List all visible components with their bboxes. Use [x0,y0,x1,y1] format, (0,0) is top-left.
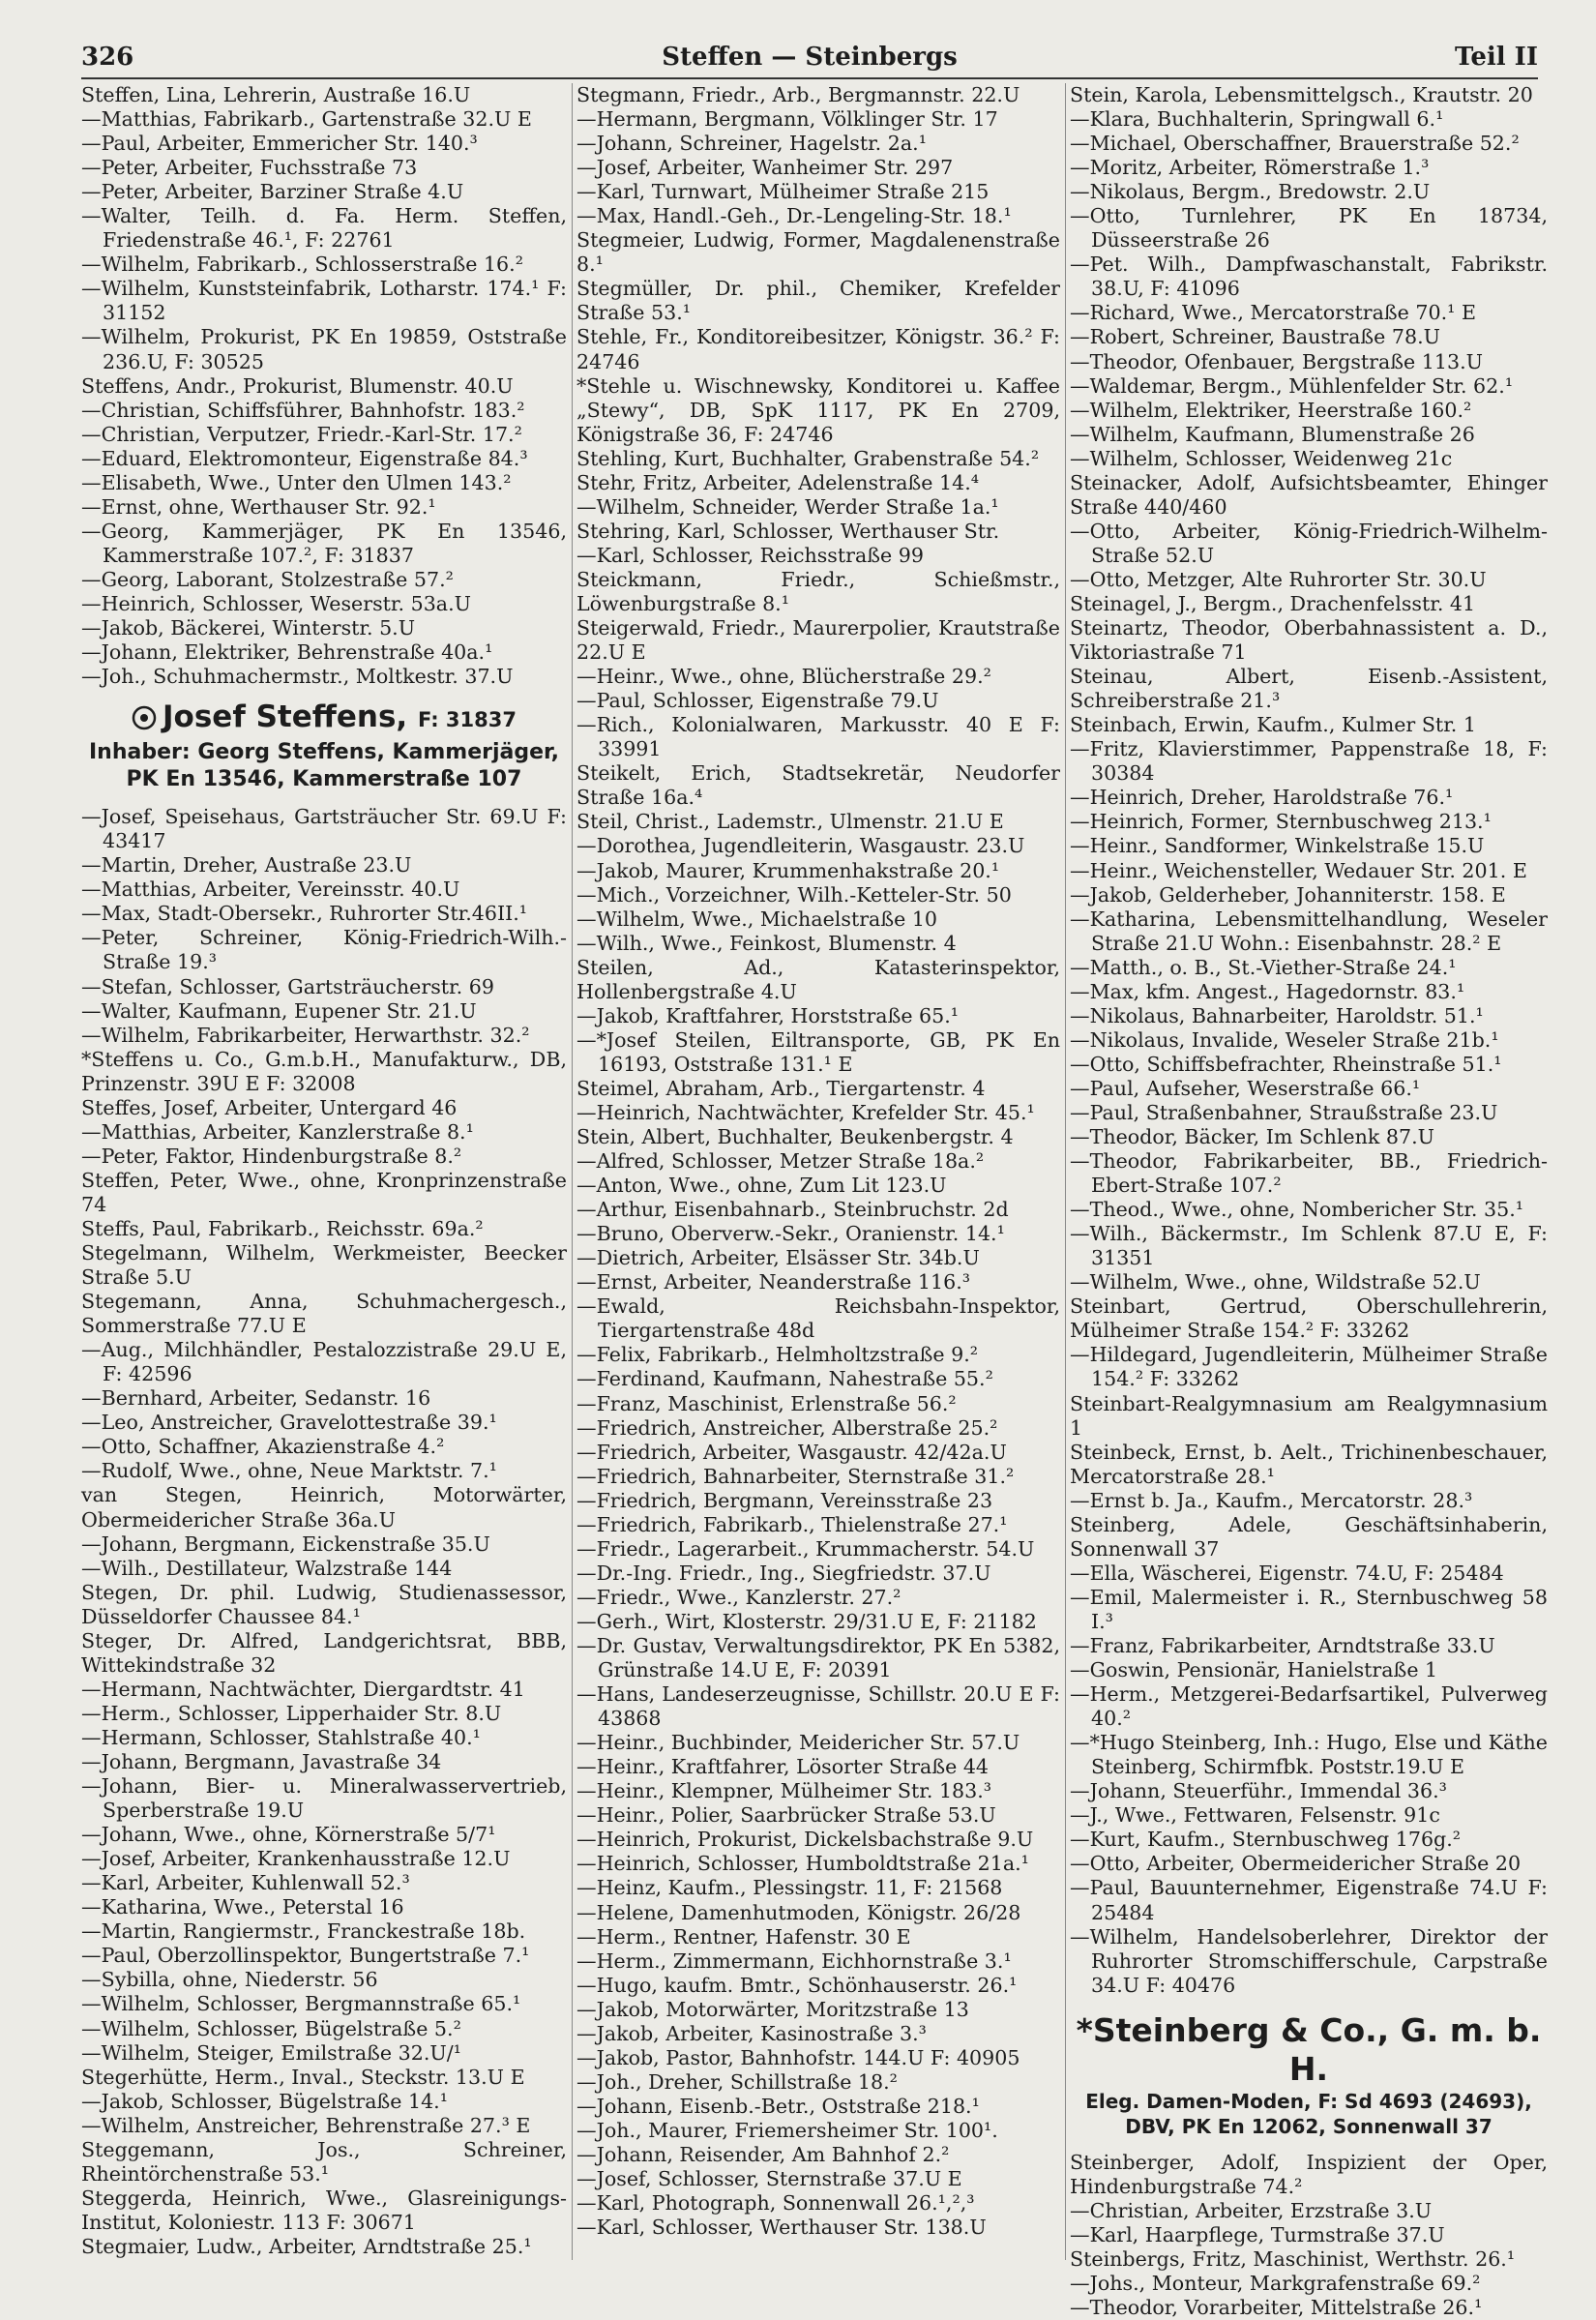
company-logo-icon [132,702,157,739]
directory-entry: —Hermann, Bergmann, Völklinger Str. 17 [576,107,998,132]
directory-entry: —Wilhelm, Schneider, Werder Straße 1a.¹ [576,494,999,519]
directory-entry: —Heinr., Sandformer, Winkelstraße 15.U [1070,834,1485,858]
directory-entry: Stehling, Kurt, Buchhalter, Grabenstraße 54.² [576,446,1040,470]
entries [1070,2151,1548,2320]
directory-entry: —Josef, Arbeiter, Krankenhausstraße 12.U [81,1847,511,1871]
advertisement-steinberg [1070,1998,1548,2151]
directory-entry: —Aug., Milchhändler, Pestalozzistraße 29.U E, F: 42596 [81,1338,567,1386]
header-rule [81,77,1538,79]
directory-entry: —Arthur, Eisenbahnarb., Steinbruchstr. 2d [576,1198,1009,1222]
directory-entry: Steinbart-Realgymnasium am Realgymnasium 1 [1070,1391,1548,1440]
directory-entry: —Ewald, Reichsbahn-Inspektor, Tiergartenstraße 48d [576,1294,1060,1343]
directory-entry: —Jakob, Arbeiter, Kasinostraße 3.³ [576,2021,927,2045]
directory-entry: —Christian, Schiffsführer, Bahnhofstr. 183.² [81,398,525,422]
directory-entry: —Joh., Schuhmachermstr., Moltkestr. 37.U [81,665,514,689]
directory-entry: Steinberger, Adolf, Inspizient der Oper, Hindenburgstraße 74.² [1070,2150,1548,2198]
directory-entry: —Herm., Zimmermann, Eichhornstraße 3.¹ [576,1948,1012,1973]
directory-entry: —Josef, Schlosser, Sternstraße 37.U E [576,2167,962,2191]
directory-entry: —*Hugo Steinberg, Inh.: Hugo, Else und Käthe Steinberg, Schirmfbk. Poststr.19.U E [1070,1731,1548,1779]
directory-entry: —Heinr., Buchbinder, Meidericher Str. 57.U [576,1731,1020,1755]
directory-entry: Steinbart, Gertrud, Oberschullehrerin, Mülheimer Straße 154.² F: 33262 [1070,1294,1548,1343]
directory-entry: Stegemann, Anna, Schuhmachergesch., Sommerstraße 77.U E [81,1290,567,1338]
directory-entry: —Franz, Fabrikarbeiter, Arndtstraße 33.U [1070,1634,1495,1657]
directory-entry: —Herm., Metzgerei-Bedarfsartikel, Pulverweg 40.² [1070,1682,1548,1731]
directory-entry: —Peter, Arbeiter, Fuchsstraße 73 [81,156,418,180]
directory-entry: —Goswin, Pensionär, Hanielstraße 1 [1070,1658,1438,1682]
directory-entry: —Waldemar, Bergm., Mühlenfelder Str. 62.¹ [1070,373,1514,398]
directory-entry: —Theod., Wwe., ohne, Nombericher Str. 35.¹ [1070,1198,1524,1222]
directory-entry: —Wilhelm, Fabrikarbeiter, Herwarthstr. 32.² [81,1023,530,1047]
directory-entry: —Wilhelm, Schlosser, Bügelstraße 5.² [81,2016,461,2040]
directory-entry: —Wilhelm, Wwe., ohne, Wildstraße 52.U [1070,1270,1481,1294]
directory-entry: —Heinz, Kaufm., Plessingstr. 11, F: 21568 [576,1876,1003,1900]
directory-entry: —Elisabeth, Wwe., Unter den Ulmen 143.² [81,470,512,494]
directory-entry: Stehring, Karl, Schlosser, Werthauser Str. [576,519,1000,543]
directory-entry: —Heinrich, Schlosser, Humboldtstraße 21a.¹ [576,1852,1029,1876]
entries [81,805,567,2259]
directory-entry: Steimel, Abraham, Arb., Tiergartenstr. 4 [576,1076,986,1100]
directory-entry: —Jakob, Maurer, Krummenhakstraße 20.¹ [576,858,1000,882]
directory-entry: —Joh., Maurer, Friemersheimer Str. 100¹. [576,2118,998,2142]
directory-entry: —Friedrich, Arbeiter, Wasgaustr. 42/42a.U [576,1440,1007,1464]
directory-entry: —Theodor, Bäcker, Im Schlenk 87.U [1070,1125,1435,1149]
running-title: Steffen — Steinbergs [662,43,958,72]
directory-entry: —Dietrich, Arbeiter, Elsässer Str. 34b.U [576,1246,980,1270]
directory-entry: Steffs, Paul, Fabrikarb., Reichsstr. 69a.² [81,1216,484,1240]
directory-entry: —Wilhelm, Schlosser, Bergmannstraße 65.¹ [81,1992,521,2016]
directory-entry: —Theodor, Ofenbauer, Bergstraße 113.U [1070,349,1483,373]
directory-entry: —Fritz, Klavierstimmer, Pappenstraße 18, F: 30384 [1070,737,1548,786]
directory-entry: —Otto, Schiffsbefrachter, Rheinstraße 51.¹ [1070,1052,1502,1076]
directory-entry: —Ernst, Arbeiter, Neanderstraße 116.³ [576,1270,971,1294]
ad-company-name: Josef Steffens, [163,699,408,735]
directory-entry: —Ella, Wäscherei, Eigenstr. 74.U, F: 25484 [1070,1561,1504,1585]
directory-entry: —Gerh., Wirt, Klosterstr. 29/31.U E, F: 21182 [576,1609,1037,1633]
directory-entry: *Stehle u. Wischnewsky, Konditorei u. Kaffee „Stewy“, DB, SpK 1117, PK En 2709, Königstraße 36, F: 24746 [576,373,1060,446]
directory-entry: Steilen, Ad., Katasterinspektor, Hollenbergstraße 4.U [576,955,1060,1003]
directory-entry: —Wilhelm, Kunststeinfabrik, Lotharstr. 174.¹ F: 31152 [81,277,567,325]
directory-entry: —Nikolaus, Bahnarbeiter, Haroldstr. 51.¹ [1070,1003,1484,1027]
directory-entry: —Joh., Dreher, Schillstraße 18.² [576,2069,898,2094]
directory-entry: —Matthias, Fabrikarb., Gartenstraße 32.U E [81,107,532,132]
directory-entry: —Stefan, Schlosser, Gartsträucherstr. 69 [81,974,494,998]
directory-entry: Steinbergs, Fritz, Maschinist, Werthstr. 26.¹ [1070,2246,1516,2271]
directory-entry: —Heinrich, Former, Sternbuschweg 213.¹ [1070,810,1492,834]
directory-entry: —Alfred, Schlosser, Metzer Straße 18a.² [576,1149,985,1174]
entries [576,83,1060,2240]
directory-entry: —Jakob, Kraftfahrer, Horststraße 65.¹ [576,1003,960,1027]
directory-entry: —Sybilla, ohne, Niederstr. 56 [81,1968,378,1992]
directory-entry: —Christian, Verputzer, Friedr.-Karl-Str. 17.² [81,422,522,446]
column-divider [1065,83,1066,2260]
directory-entry: Stegmaier, Ludw., Arbeiter, Arndtstraße 25.¹ [81,2234,532,2258]
directory-entry: Stegelmann, Wilhelm, Werkmeister, Beecker Straße 5.U [81,1241,567,1290]
directory-entry: —Ernst b. Ja., Kaufm., Mercatorstr. 28.³ [1070,1488,1473,1512]
directory-entry: —Hildegard, Jugendleiterin, Mülheimer Straße 154.² F: 33262 [1070,1343,1548,1391]
directory-entry: —Karl, Turnwart, Mülheimer Straße 215 [576,180,990,204]
directory-entry: —Heinr., Polier, Saarbrücker Straße 53.U [576,1803,996,1828]
directory-entry: Stehle, Fr., Konditoreibesitzer, Königstr. 36.² F: 24746 [576,325,1060,373]
directory-entry: —Max, Stadt-Obersekr., Ruhrorter Str.46II.¹ [81,902,528,926]
directory-entry: —Otto, Schaffner, Akazienstraße 4.² [81,1435,445,1459]
part-label: Teil II [1454,43,1538,72]
directory-entry: —Paul, Oberzollinspektor, Bungertstraße 7.¹ [81,1944,530,1968]
directory-entry: Steikelt, Erich, Stadtsekretär, Neudorfer Straße 16a.⁴ [576,761,1060,810]
directory-entry: —Michael, Oberschaffner, Brauerstraße 52.² [1070,132,1520,156]
directory-entry: —Herm., Rentner, Hafenstr. 30 E [576,1924,911,1948]
directory-entry: —Mich., Vorzeichner, Wilh.-Ketteler-Str. 50 [576,882,1012,907]
directory-entry: —Paul, Schlosser, Eigenstraße 79.U [576,689,939,713]
page-header [81,43,1538,81]
directory-entry: Stein, Karola, Lebensmittelgsch., Krautstr. 20 [1070,83,1533,106]
directory-entry: Steil, Christ., Lademstr., Ulmenstr. 21.U E [576,810,1004,834]
directory-entry: Steickmann, Friedr., Schießmstr., Löwenburgstraße 8.¹ [576,567,1060,615]
directory-entry: Stegmann, Friedr., Arb., Bergmannstr. 22.U [576,83,1020,106]
directory-entry: Steger, Dr. Alfred, Landgerichtsrat, BBB, Wittekindstraße 32 [81,1628,567,1677]
entries [1070,83,1548,1998]
directory-entry: —Anton, Wwe., ohne, Zum Lit 123.U [576,1174,947,1198]
directory-entry: —Wilhelm, Steiger, Emilstraße 32.U/¹ [81,2040,461,2065]
directory-entry: Stehr, Fritz, Arbeiter, Adelenstraße 14.⁴ [576,470,979,494]
directory-entry: —Johann, Eisenb.-Betr., Oststraße 218.¹ [576,2094,980,2118]
directory-entry: —Friedr., Lagerarbeit., Krummacherstr. 54.U [576,1536,1035,1561]
directory-entry: —Matthias, Arbeiter, Kanzlerstraße 8.¹ [81,1119,474,1144]
directory-entry: —Hermann, Schlosser, Stahlstraße 40.¹ [81,1725,481,1749]
directory-entry: —Friedr., Wwe., Kanzlerstr. 27.² [576,1585,901,1609]
directory-entry: —Matth., o. B., St.-Viether-Straße 24.¹ [1070,955,1457,979]
directory-entry: —Heinrich, Prokurist, Dickelsbachstraße 9.U [576,1828,1034,1852]
directory-entry: —Johann, Steuerführ., Immendal 36.³ [1070,1779,1447,1803]
directory-entry: —Nikolaus, Invalide, Weseler Straße 21b.¹ [1070,1027,1499,1052]
directory-entry: —Dr.-Ing. Friedr., Ing., Siegfriedstr. 37.U [576,1561,991,1585]
directory-entry: —Josef, Speisehaus, Gartsträucher Str. 69.U F: 43417 [81,805,567,853]
directory-entry: Steinacker, Adolf, Aufsichtsbeamter, Ehinger Straße 440/460 [1070,470,1548,519]
directory-entry: —Jakob, Bäckerei, Winterstr. 5.U [81,616,416,640]
directory-entry: —Karl, Schlosser, Werthauser Str. 138.U [576,2216,987,2240]
directory-entry: —Karl, Arbeiter, Kuhlenwall 52.³ [81,1871,410,1895]
advertisement-steffens [81,689,567,805]
directory-entry: —Hermann, Nachtwächter, Diergardtstr. 41 [81,1677,525,1701]
directory-entry: —Martin, Rangiermstr., Franckestraße 18b. [81,1919,526,1944]
column-3 [1070,83,1548,2319]
directory-entry: —Wilhelm, Anstreicher, Behrenstraße 27.³ E [81,2113,531,2137]
directory-entry: —Otto, Arbeiter, Obermeidericher Straße 20 [1070,1852,1522,1876]
directory-entry: —Karl, Schlosser, Reichsstraße 99 [576,543,924,567]
directory-entry: —Wilh., Destillateur, Walzstraße 144 [81,1556,453,1580]
directory-entry: —Heinr., Wwe., ohne, Blücherstraße 29.² [576,665,991,689]
directory-entry: —Helene, Damenhutmoden, Königstr. 26/28 [576,1900,1021,1924]
directory-entry: —Wilhelm, Elektriker, Heerstraße 160.² [1070,398,1472,422]
directory-entry: —Wilhelm, Wwe., Michaelstraße 10 [576,907,938,931]
directory-entry: Stein, Albert, Buchhalter, Beukenbergstr. 4 [576,1125,1014,1149]
directory-entry: —J., Wwe., Fettwaren, Felsenstr. 91c [1070,1803,1440,1828]
directory-entry: —Wilhelm, Fabrikarb., Schlosserstraße 16.² [81,253,523,277]
directory-entry: —Jakob, Motorwärter, Moritzstraße 13 [576,1997,969,2021]
entries [81,83,567,689]
directory-entry: —Bernhard, Arbeiter, Sedanstr. 16 [81,1386,431,1411]
directory-entry: —Friedrich, Bahnarbeiter, Sternstraße 31.² [576,1464,1015,1488]
directory-entry: —Heinrich, Nachtwächter, Krefelder Str. 45.¹ [576,1100,1035,1124]
directory-entry: —Eduard, Elektromonteur, Eigenstraße 84.³ [81,446,528,470]
ad-phone: F: 31837 [418,708,517,732]
ad-line-2: DBV, PK En 12062, Sonnenwall 37 [1125,2114,1493,2138]
directory-entry: Steinberg, Adele, Geschäftsinhaberin, Sonnenwall 37 [1070,1512,1548,1561]
directory-entry: —Johann, Schreiner, Hagelstr. 2a.¹ [576,132,927,156]
directory-entry: —Pet. Wilh., Dampfwaschanstalt, Fabrikstr. 38.U, F: 41096 [1070,253,1548,301]
directory-entry: —Johann, Bergmann, Javastraße 34 [81,1750,442,1773]
directory-entry: —Georg, Kammerjäger, PK En 13546, Kammerstraße 107.², F: 31837 [81,519,567,567]
directory-entry: Stegmeier, Ludwig, Former, Magdalenenstraße 8.¹ [576,228,1060,277]
directory-entry: —Franz, Maschinist, Erlenstraße 56.² [576,1391,957,1415]
directory-entry: van Stegen, Heinrich, Motorwärter, Obermeidericher Straße 36a.U [81,1483,567,1532]
directory-entry: —Ernst, ohne, Werthauser Str. 92.¹ [81,494,436,519]
directory-entry: —Johann, Bier- u. Mineralwasservertrieb, Sperberstraße 19.U [81,1774,567,1823]
directory-entry: —Johann, Wwe., ohne, Körnerstraße 5/7¹ [81,1823,496,1847]
directory-entry: —Wilhelm, Handelsoberlehrer, Direktor der Ruhrorter Stromschifferschule, Carpstraße 34.U F: 40476 [1070,1924,1548,1997]
directory-entry: Steinbach, Erwin, Kaufm., Kulmer Str. 1 [1070,713,1476,737]
directory-entry: —Ferdinand, Kaufmann, Nahestraße 55.² [576,1367,993,1391]
directory-entry: —Friedrich, Fabrikarb., Thielenstraße 27.¹ [576,1512,1008,1536]
directory-entry: —Georg, Laborant, Stolzestraße 57.² [81,567,454,591]
directory-entry: —Heinr., Kraftfahrer, Lösorter Straße 44 [576,1755,990,1779]
directory-entry: —Peter, Faktor, Hindenburgstraße 8.² [81,1144,462,1168]
directory-entry: —Katharina, Lebensmittelhandlung, Weseler Straße 21.U Wohn.: Eisenbahnstr. 28.² E [1070,907,1548,955]
directory-entry: —Klara, Buchhalterin, Springwall 6.¹ [1070,107,1444,132]
directory-entry: —Karl, Haarpflege, Turmstraße 37.U [1070,2222,1445,2246]
directory-entry: —Felix, Fabrikarb., Helmholtzstraße 9.² [576,1343,979,1367]
directory-entry: —Christian, Arbeiter, Erzstraße 3.U [1070,2198,1433,2222]
directory-entry: —Theodor, Fabrikarbeiter, BB., Friedrich-Ebert-Straße 107.² [1070,1149,1548,1198]
directory-entry: —Martin, Dreher, Austraße 23.U [81,853,412,877]
directory-entry: —Otto, Turnlehrer, PK En 18734, Düsseerstraße 26 [1070,204,1548,253]
directory-entry: —Paul, Straßenbahner, Straußstraße 23.U [1070,1100,1498,1124]
directory-entry: —Dorothea, Jugendleiterin, Wasgaustr. 23.U [576,834,1025,858]
directory-entry: —Wilh., Wwe., Feinkost, Blumenstr. 4 [576,931,957,955]
directory-entry: —Dr. Gustav, Verwaltungsdirektor, PK En 5382, Grünstraße 14.U E, F: 20391 [576,1634,1060,1682]
directory-entry: —Bruno, Oberverw.-Sekr., Oranienstr. 14.¹ [576,1222,1005,1246]
directory-entry: —Jakob, Schlosser, Bügelstraße 14.¹ [81,2089,448,2113]
directory-entry: —Otto, Arbeiter, König-Friedrich-Wilhelm-Straße 52.U [1070,519,1548,567]
directory-entry: —Moritz, Arbeiter, Römerstraße 1.³ [1070,156,1430,180]
directory-entry: Steffes, Josef, Arbeiter, Untergard 46 [81,1095,458,1119]
directory-entry: —Heinrich, Schlosser, Weserstr. 53a.U [81,591,471,615]
directory-entry: Stegmüller, Dr. phil., Chemiker, Krefelder Straße 53.¹ [576,277,1060,325]
directory-entry: Stegerhütte, Herm., Inval., Steckstr. 13.U E [81,2065,525,2089]
directory-entry: —Heinr., Weichensteller, Wedauer Str. 201. E [1070,858,1527,882]
directory-entry: —Johs., Monteur, Markgrafenstraße 69.² [1070,2271,1481,2295]
ad-line-1: Eleg. Damen-Moden, F: Sd 4693 (24693), [1085,2089,1532,2113]
directory-entry: —Heinrich, Dreher, Haroldstraße 76.¹ [1070,786,1454,810]
directory-entry: Steffen, Peter, Wwe., ohne, Kronprinzenstraße 74 [81,1168,567,1216]
directory-entry: Steinagel, J., Bergm., Drachenfelsstr. 41 [1070,591,1476,615]
directory-entry: —Walter, Teilh. d. Fa. Herm. Steffen, Friedenstraße 46.¹, F: 22761 [81,204,567,253]
directory-entry: —Paul, Bauunternehmer, Eigenstraße 74.U F: 25484 [1070,1876,1548,1924]
directory-entry: —Robert, Schreiner, Baustraße 78.U [1070,325,1440,349]
directory-entry: —Max, kfm. Angest., Hagedornstr. 83.¹ [1070,979,1465,1003]
directory-entry: —Wilhelm, Kaufmann, Blumenstraße 26 [1070,422,1475,446]
directory-entry: —Heinr., Klempner, Mülheimer Str. 183.³ [576,1779,992,1803]
directory-entry: Steggerda, Heinrich, Wwe., Glasreinigungs-Institut, Koloniestr. 113 F: 30671 [81,2186,567,2234]
directory-entry: Steffen, Lina, Lehrerin, Austraße 16.U [81,83,471,106]
directory-entry: —Jakob, Pastor, Bahnhofstr. 144.U F: 40905 [576,2045,1020,2069]
directory-entry: Steinbeck, Ernst, b. Aelt., Trichinenbeschauer, Mercatorstraße 28.¹ [1070,1440,1548,1488]
directory-entry: —Emil, Malermeister i. R., Sternbuschweg 58 I.³ [1070,1585,1548,1633]
directory-entry: —Wilhelm, Prokurist, PK En 19859, Oststraße 236.U, F: 30525 [81,325,567,373]
directory-entry: —Matthias, Arbeiter, Vereinsstr. 40.U [81,877,460,902]
directory-entry: —*Josef Steilen, Eiltransporte, GB, PK En 16193, Oststraße 131.¹ E [576,1027,1060,1076]
directory-entry: Steinartz, Theodor, Oberbahnassistent a. D., Viktoriastraße 71 [1070,616,1548,665]
directory-entry: Steffens, Andr., Prokurist, Blumenstr. 40.U [81,373,514,398]
directory-entry: —Richard, Wwe., Mercatorstraße 70.¹ E [1070,301,1476,325]
directory-entry: —Otto, Metzger, Alte Ruhrorter Str. 30.U [1070,567,1487,591]
directory-entry: —Paul, Arbeiter, Emmericher Str. 140.³ [81,132,478,156]
directory-entry: —Paul, Aufseher, Weserstraße 66.¹ [1070,1076,1421,1100]
directory-entry: —Theodor, Vorarbeiter, Mittelstraße 26.¹ [1070,2295,1483,2319]
ad-line-1: Inhaber: Georg Steffens, Kammerjäger, [88,740,560,765]
directory-entry: —Max, Handl.-Geh., Dr.-Lengeling-Str. 18.¹ [576,204,1012,228]
directory-entry: —Friedrich, Anstreicher, Alberstraße 25.² [576,1415,998,1440]
directory-entry: —Johann, Bergmann, Eickenstraße 35.U [81,1532,490,1556]
column-divider [572,83,573,2260]
column-2 [576,83,1060,2260]
directory-entry: —Peter, Schreiner, König-Friedrich-Wilh.-Straße 19.³ [81,926,567,974]
directory-entry: —Johann, Reisender, Am Bahnhof 2.² [576,2142,950,2166]
directory-entry: —Hans, Landeserzeugnisse, Schillstr. 20.U E F: 43868 [576,1682,1060,1731]
directory-entry: Steigerwald, Friedr., Maurerpolier, Krautstraße 22.U E [576,616,1060,665]
directory-entry: —Walter, Kaufmann, Eupener Str. 21.U [81,998,477,1023]
directory-entry: —Rudolf, Wwe., ohne, Neue Marktstr. 7.¹ [81,1459,497,1483]
directory-entry: —Rich., Kolonialwaren, Markusstr. 40 E F: 33991 [576,713,1060,761]
directory-entry: —Katharina, Wwe., Peterstal 16 [81,1895,404,1919]
directory-entry: —Johann, Elektriker, Behrenstraße 40a.¹ [81,640,493,665]
directory-entry: —Leo, Anstreicher, Gravelottestraße 39.¹ [81,1411,497,1435]
directory-entry: —Josef, Arbeiter, Wanheimer Str. 297 [576,156,954,180]
directory-entry: —Hugo, kaufm. Bmtr., Schönhauserstr. 26.¹ [576,1973,1018,1997]
directory-entry: Steggemann, Jos., Schreiner, Rheintörchenstraße 53.¹ [81,2137,567,2186]
directory-entry: —Jakob, Gelderheber, Johanniterstr. 158. E [1070,882,1506,907]
directory-entry: —Wilhelm, Schlosser, Weidenweg 21c [1070,446,1453,470]
directory-entry: —Wilh., Bäckermstr., Im Schlenk 87.U E, F: 31351 [1070,1222,1548,1270]
directory-entry: —Herm., Schlosser, Lipperhaider Str. 8.U [81,1701,502,1725]
directory-entry: —Karl, Photograph, Sonnenwall 26.¹,²,³ [576,2191,975,2216]
column-1 [81,83,567,2260]
ad-company-name: *Steinberg & Co., G. m. b. H. [1076,2010,1542,2088]
directory-entry: —Friedrich, Bergmann, Vereinsstraße 23 [576,1488,993,1512]
directory-entry: —Kurt, Kaufm., Sternbuschweg 176g.² [1070,1828,1462,1852]
directory-entry: —Peter, Arbeiter, Barziner Straße 4.U [81,180,464,204]
directory-entry: Stegen, Dr. phil. Ludwig, Studienassessor, Düsseldorfer Chaussee 84.¹ [81,1580,567,1628]
page-number: 326 [81,43,134,72]
directory-entry: —Nikolaus, Bergm., Bredowstr. 2.U [1070,180,1431,204]
ad-line-2: PK En 13546, Kammerstraße 107 [126,767,522,792]
directory-entry: Steinau, Albert, Eisenb.-Assistent, Schreiberstraße 21.³ [1070,665,1548,713]
directory-entry: *Steffens u. Co., G.m.b.H., Manufakturw., DB, Prinzenstr. 39U E F: 32008 [81,1047,567,1095]
